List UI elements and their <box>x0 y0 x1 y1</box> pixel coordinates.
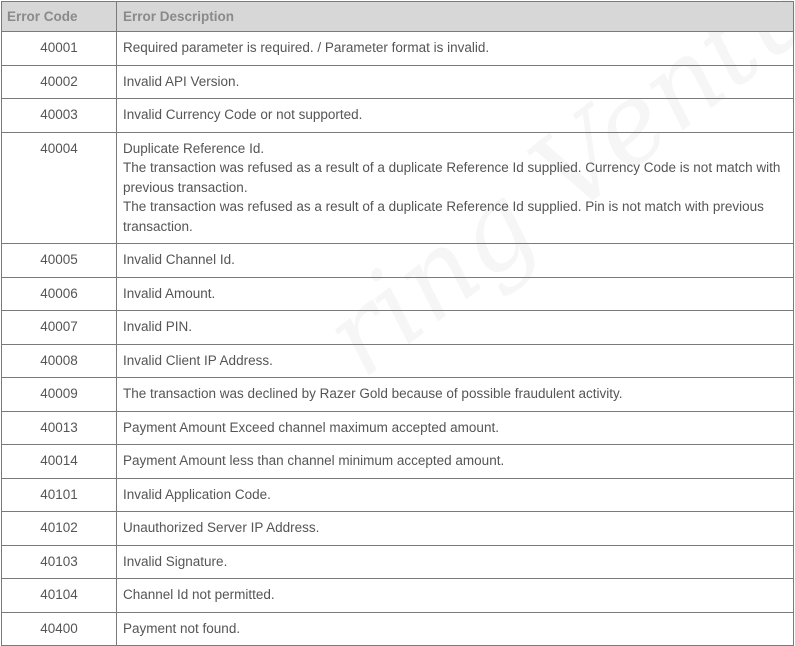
error-description-line: Payment Amount Exceed channel maximum accepted amount. <box>123 419 499 435</box>
error-code-cell: 40104 <box>2 579 117 613</box>
table-row <box>2 99 794 133</box>
error-description-line: Payment Amount less than channel minimum accepted amount. <box>123 453 505 468</box>
error-description-cell <box>117 344 794 378</box>
error-description-line: Channel Id not permitted. <box>123 587 275 602</box>
table-row <box>2 344 794 378</box>
error-description-line: Invalid Channel Id. <box>123 252 235 267</box>
error-description-line: Invalid Signature. <box>123 553 228 569</box>
table-row <box>2 132 794 244</box>
error-description-line: Invalid Amount. <box>123 285 216 301</box>
error-description-cell <box>117 311 794 345</box>
table-row <box>2 65 794 99</box>
error-description-cell <box>117 99 794 133</box>
error-code-table <box>1 1 794 646</box>
error-code-cell: 40001 <box>2 32 117 66</box>
error-code-cell: 40002 <box>2 65 117 99</box>
error-description-line: Invalid Application Code. <box>123 486 271 502</box>
error-code-cell: 40007 <box>2 311 117 345</box>
error-description-cell <box>117 478 794 512</box>
table-row <box>2 311 794 345</box>
header-error-code: Error Code <box>2 2 117 32</box>
error-description-cell <box>117 378 794 412</box>
error-description-line: Invalid Client IP Address. <box>123 352 273 368</box>
table-row <box>2 545 794 579</box>
error-code-cell: 40006 <box>2 277 117 311</box>
error-description-line: The transaction was declined by Razer Gold because of possible fraudulent activity. <box>123 386 623 401</box>
table-row <box>2 32 794 66</box>
table-row <box>2 612 794 646</box>
error-code-table-container <box>1 1 793 646</box>
error-description-cell <box>117 411 794 445</box>
error-code-cell: 40013 <box>2 411 117 445</box>
header-error-description: Error Description <box>117 2 794 32</box>
error-description-line: The transaction was refused as a result of a duplicate Reference Id supplied. Pin is not match with previous transaction. <box>123 199 764 234</box>
error-description-cell <box>117 579 794 613</box>
error-code-cell: 40101 <box>2 478 117 512</box>
error-description-cell <box>117 545 794 579</box>
error-description-cell <box>117 512 794 546</box>
error-description-line: Duplicate Reference Id. <box>123 140 265 156</box>
table-header-row <box>2 2 794 32</box>
error-description-line: The transaction was refused as a result of a duplicate Reference Id supplied. Currency Code is not match with previous transaction. <box>123 160 781 195</box>
error-code-cell: 40102 <box>2 512 117 546</box>
error-code-cell: 40014 <box>2 445 117 479</box>
error-description-cell <box>117 32 794 66</box>
error-description-line: Invalid API Version. <box>123 73 240 89</box>
error-code-cell: 40005 <box>2 244 117 278</box>
error-code-cell: 40008 <box>2 344 117 378</box>
table-row <box>2 378 794 412</box>
table-row <box>2 277 794 311</box>
error-code-cell: 40003 <box>2 99 117 133</box>
error-description-cell <box>117 612 794 646</box>
table-row <box>2 411 794 445</box>
table-row <box>2 579 794 613</box>
table-row <box>2 512 794 546</box>
table-row <box>2 478 794 512</box>
error-description-line: Payment not found. <box>123 620 241 636</box>
error-description-line: Unauthorized Server IP Address. <box>123 520 320 535</box>
error-description-line: Required parameter is required. / Parameter format is invalid. <box>123 40 490 55</box>
error-code-cell: 40400 <box>2 612 117 646</box>
error-description-cell <box>117 65 794 99</box>
table-row <box>2 244 794 278</box>
error-code-cell: 40009 <box>2 378 117 412</box>
table-body <box>2 32 794 646</box>
error-description-cell <box>117 244 794 278</box>
error-description-line: Invalid Currency Code or not supported. <box>123 107 363 122</box>
error-description-cell <box>117 445 794 479</box>
error-description-cell <box>117 277 794 311</box>
error-code-cell: 40004 <box>2 132 117 244</box>
error-description-cell <box>117 132 794 244</box>
table-row <box>2 445 794 479</box>
error-description-line: Invalid PIN. <box>123 319 193 334</box>
error-code-cell: 40103 <box>2 545 117 579</box>
